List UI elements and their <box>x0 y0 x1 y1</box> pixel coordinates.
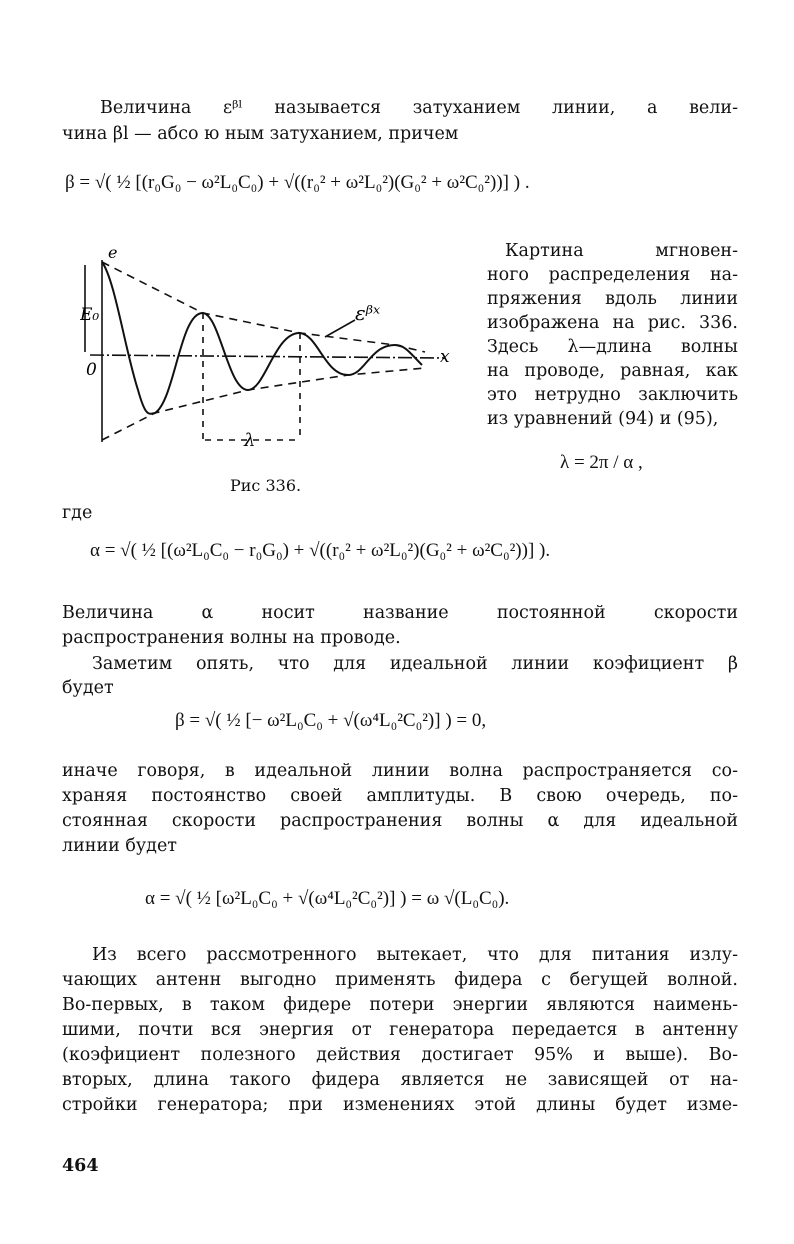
formula-lambda: λ = 2π / α , <box>560 452 643 473</box>
text-line: распространения волны на проводе. <box>62 628 401 648</box>
text-line: чина βl — абсо ю ным затуханием, причем <box>62 124 459 144</box>
text-line: Заметим опять, что для идеальной линии коэфициент β <box>92 654 738 674</box>
text-line: чающих антенн выгодно применять фидера с бегущей волной. <box>62 970 738 990</box>
formula-alpha: α = √( ½ [(ω²L₀C₀ − r₀G₀) + √((r₀² + ω²L₀²)(G₀² + ω²C₀²))] ). <box>90 540 551 561</box>
text-line: из уравнений (94) и (95), <box>487 409 719 429</box>
text-line: Величина εᵝˡ называется затуханием линии, а вели- <box>100 98 738 118</box>
wave-curve <box>102 262 422 414</box>
text-line: шими, почти вся энергия от генератора передается в антенну <box>62 1020 738 1040</box>
text-line: ного распределения на- <box>487 265 738 285</box>
text-line: Величина α носит название постоянной скорости <box>62 603 738 623</box>
text-line: пряжения вдоль линии <box>487 289 738 309</box>
text-line: иначе говоря, в идеальной линии волна распространяется со- <box>62 761 738 781</box>
label-lambda: λ <box>244 430 256 451</box>
text-line: храняя постоянство своей амплитуды. В свою очередь, по- <box>62 786 738 806</box>
text-line: Во-первых, в таком фидере потери энергии являются наимень- <box>62 995 738 1015</box>
text-line: на проводе, равная, как <box>487 361 738 381</box>
text-line: Из всего рассмотренного вытекает, что для питания излу- <box>92 945 738 965</box>
formula-beta: β = √( ½ [(r₀G₀ − ω²L₀C₀) + √((r₀² + ω²L₀²)(G₀² + ω²C₀²))] ) . <box>65 172 530 193</box>
label-x: x <box>440 347 450 367</box>
x-axis <box>90 355 445 358</box>
text-line: Здесь λ—длина волны <box>487 337 738 357</box>
label-origin: 0 <box>86 360 97 380</box>
text-line: будет <box>62 678 114 698</box>
text-line: где <box>62 503 93 523</box>
lower-envelope <box>102 368 425 440</box>
text-line: Картина мгновен- <box>505 241 738 261</box>
label-e: e <box>108 243 118 262</box>
text-line: стоянная скорости распространения волны α для идеальной <box>62 811 738 831</box>
label-e0: E₀ <box>80 305 100 325</box>
figure-336-damped-wave <box>80 240 460 470</box>
formula-beta-ideal: β = √( ½ [− ω²L₀C₀ + √(ω⁴L₀²C₀²)] ) = 0, <box>175 710 487 731</box>
figure-caption: Рис 336. <box>230 476 302 495</box>
text-line: вторых, длина такого фидера является не зависящей от на- <box>62 1070 738 1090</box>
text-line: это нетрудно заключить <box>487 385 738 405</box>
label-envelope: εᵝˣ <box>355 301 381 325</box>
formula-alpha-ideal: α = √( ½ [ω²L₀C₀ + √(ω⁴L₀²C₀²)] ) = ω √(L₀C₀). <box>145 888 510 909</box>
page-number: 464 <box>62 1156 99 1176</box>
text-line: изображена на рис. 336. <box>487 313 738 333</box>
text-line: линии будет <box>62 836 177 856</box>
text-line: стройки генератора; при изменениях этой длины будет изме- <box>62 1095 738 1115</box>
text-line: (коэфициент полезного действия достигает 95% и выше). Во- <box>62 1045 738 1065</box>
